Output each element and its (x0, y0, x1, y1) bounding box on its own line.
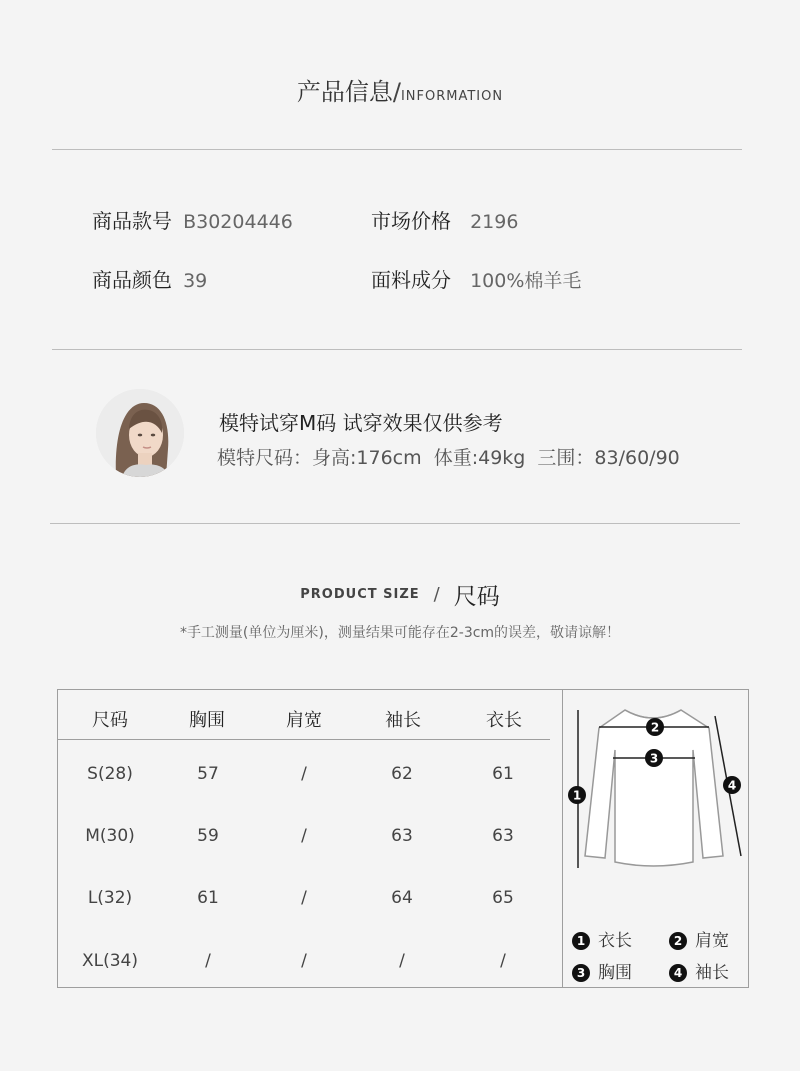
cell-sleeve: 63 (391, 826, 413, 846)
divider-info (52, 349, 742, 350)
legend-num-icon: 2 (669, 932, 687, 950)
table-header-divider (57, 739, 550, 740)
header-sleeve: 袖长 (385, 710, 421, 731)
legend-shoulder (669, 926, 729, 951)
cell-size: XL(34) (81, 951, 138, 971)
cell-shoulder: / (301, 888, 307, 908)
cell-chest: 57 (197, 764, 219, 784)
size-title-zh: 尺码 (453, 584, 500, 610)
cell-sleeve: 64 (391, 888, 413, 908)
header-shoulder: 肩宽 (286, 710, 322, 731)
header-size: 尺码 (92, 710, 128, 731)
cell-sleeve: 62 (391, 764, 413, 784)
title-zh: 产品信息 (296, 78, 393, 106)
cell-shoulder: / (301, 951, 307, 971)
cell-length: 63 (492, 826, 514, 846)
cell-chest: / (205, 951, 211, 971)
legend-label: 胸围 (598, 963, 632, 983)
divider-top (52, 149, 742, 150)
cell-sleeve: / (399, 951, 405, 971)
legend-label: 袖长 (695, 963, 729, 983)
svg-text:2: 2 (650, 720, 660, 735)
legend-chest (572, 958, 632, 983)
cell-shoulder: / (301, 826, 307, 846)
fabric-value: 100%棉羊毛 (470, 270, 582, 292)
style-no-label: 商品款号 (92, 209, 172, 233)
cell-length: / (500, 951, 506, 971)
legend-num-icon: 4 (669, 964, 687, 982)
cell-length: 61 (492, 764, 514, 784)
style-no-value: B30204446 (183, 211, 293, 233)
fabric-label: 面料成分 (371, 268, 451, 292)
size-title-en: PRODUCT SIZE (300, 587, 420, 602)
marker-3-icon (645, 749, 663, 767)
price-row (371, 205, 518, 234)
legend-sleeve (669, 958, 729, 983)
title-slash: / (392, 78, 401, 106)
header-length: 衣长 (486, 710, 522, 731)
header-chest: 胸围 (189, 710, 225, 731)
title-en: INFORMATION (400, 89, 504, 104)
model-avatar (96, 389, 184, 477)
cell-size: S(28) (87, 764, 133, 784)
color-label: 商品颜色 (92, 268, 172, 292)
cell-chest: 61 (197, 888, 219, 908)
garment-measurement-diagram (563, 690, 748, 920)
cell-chest: 59 (197, 826, 219, 846)
legend-num-icon: 1 (572, 932, 590, 950)
price-label: 市场价格 (371, 209, 451, 233)
svg-text:1: 1 (572, 788, 582, 803)
color-value: 39 (183, 270, 208, 292)
divider-model (50, 523, 740, 524)
fabric-row (371, 264, 581, 293)
color-row (92, 264, 207, 293)
model-measurements: 模特尺码：身高:176cm 体重:49kg 三围：83/60/90 (217, 447, 680, 469)
legend-label: 衣长 (598, 931, 632, 951)
cell-size: L(32) (87, 888, 133, 908)
measurement-note: *手工测量(单位为厘米)，测量结果可能存在2-3cm的误差，敬请谅解！ (179, 625, 621, 641)
style-no-row (92, 205, 293, 234)
marker-2-icon (646, 718, 664, 736)
legend-label: 肩宽 (695, 931, 729, 951)
price-value: 2196 (470, 211, 519, 233)
marker-4-icon (723, 776, 741, 794)
size-section-title (0, 578, 800, 611)
cell-shoulder: / (301, 764, 307, 784)
page-title (0, 72, 800, 107)
size-title-slash: / (433, 584, 440, 605)
legend-length (572, 926, 632, 951)
cell-size: M(30) (85, 826, 135, 846)
model-fit-note: 模特试穿M码 试穿效果仅供参考 (219, 411, 503, 435)
svg-text:3: 3 (649, 751, 659, 766)
marker-1-icon (568, 786, 586, 804)
model-portrait-image (96, 389, 184, 477)
legend-num-icon: 3 (572, 964, 590, 982)
cell-length: 65 (492, 888, 514, 908)
svg-text:4: 4 (727, 778, 737, 793)
